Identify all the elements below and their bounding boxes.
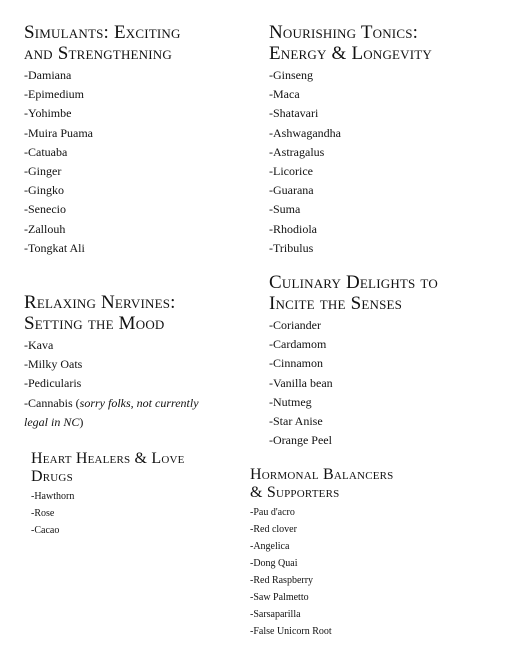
note-emphasis: legal in NC (24, 414, 80, 429)
section-heading (24, 292, 199, 334)
heading-line: Setting the Mood (24, 313, 165, 334)
list-item: -Astragalus (269, 144, 325, 159)
herb-list (24, 336, 199, 394)
list-item: -Catuaba (24, 144, 68, 159)
note-line-2 (24, 413, 199, 432)
list-item: -Star Anise (269, 413, 323, 428)
herb-list (269, 316, 438, 450)
herb-list (24, 66, 181, 258)
heading-line: Energy & Longevity (269, 43, 433, 64)
note-prefix: -Cannabis ( (24, 395, 80, 410)
section-stimulants (24, 22, 181, 258)
heading-line: Heart Healers & Love (31, 450, 185, 467)
section-heading (24, 22, 181, 64)
list-item: -Pau d'acro (250, 507, 295, 518)
list-item: -Coriander (269, 318, 321, 332)
section-relaxing-nervines (24, 292, 199, 432)
list-item: -Cinnamon (269, 356, 323, 371)
heading-line: Relaxing Nervines: (24, 292, 176, 313)
list-item: -Cardamom (269, 337, 327, 352)
list-item: -Senecio (24, 202, 66, 217)
list-item: -Damiana (24, 68, 72, 82)
cannabis-note (24, 394, 199, 432)
list-item: -Dong Quai (250, 558, 298, 569)
list-item: -Red Raspberry (250, 575, 314, 586)
heading-line: and Strengthening (24, 43, 172, 64)
section-nourishing-tonics (269, 22, 432, 258)
list-item: -Rose (31, 508, 55, 519)
list-item: -Milky Oats (24, 357, 83, 372)
list-item: -Rhodiola (269, 221, 317, 236)
list-item: -Maca (269, 87, 300, 102)
section-hormonal-balancers (250, 466, 394, 640)
section-heading (269, 272, 438, 314)
list-item: -Suma (269, 202, 301, 217)
list-item: -Cacao (31, 525, 60, 536)
list-item: -Sarsaparilla (250, 609, 301, 620)
list-item: -Orange Peel (269, 433, 332, 448)
heading-line: Culinary Delights to (269, 272, 438, 293)
list-item: -Gingko (24, 183, 64, 198)
section-culinary-delights (269, 272, 438, 450)
herb-list (250, 504, 394, 640)
list-item: -False Unicorn Root (250, 626, 332, 637)
list-item: -Tribulus (269, 240, 314, 255)
section-heart-healers (31, 450, 185, 539)
list-item: -Pedicularis (24, 376, 82, 391)
list-item: -Epimedium (24, 87, 84, 102)
list-item: -Nutmeg (269, 394, 312, 409)
section-heading (250, 466, 394, 502)
list-item: -Muira Puama (24, 125, 93, 140)
heading-line: Hormonal Balancers (250, 466, 394, 483)
list-item: -Angelica (250, 541, 290, 552)
heading-line: Nourishing Tonics: (269, 22, 419, 43)
list-item: -Ginger (24, 163, 62, 178)
list-item: -Yohimbe (24, 106, 72, 121)
note-emphasis: sorry folks, not currently (79, 395, 199, 410)
herb-list (269, 66, 432, 258)
section-heading (31, 450, 185, 486)
list-item: -Tongkat Ali (24, 240, 85, 255)
list-item: -Ashwagandha (269, 125, 341, 140)
list-item: -Hawthorn (31, 491, 75, 502)
list-item: -Guarana (269, 183, 314, 198)
list-item: -Red clover (250, 524, 297, 535)
section-heading (269, 22, 432, 64)
list-item: -Zallouh (24, 221, 66, 236)
note-line-1 (24, 394, 199, 413)
list-item: -Kava (24, 338, 54, 352)
heading-line: Incite the Senses (269, 293, 403, 314)
list-item: -Licorice (269, 163, 313, 178)
list-item: -Shatavari (269, 106, 319, 121)
heading-line: & Supporters (250, 484, 340, 501)
list-item: -Saw Palmetto (250, 592, 309, 603)
list-item: -Ginseng (269, 68, 313, 82)
heading-line: Simulants: Exciting (24, 22, 181, 43)
note-suffix: ) (79, 414, 84, 429)
list-item: -Vanilla bean (269, 375, 333, 390)
herb-list (31, 488, 185, 539)
heading-line: Drugs (31, 468, 73, 485)
